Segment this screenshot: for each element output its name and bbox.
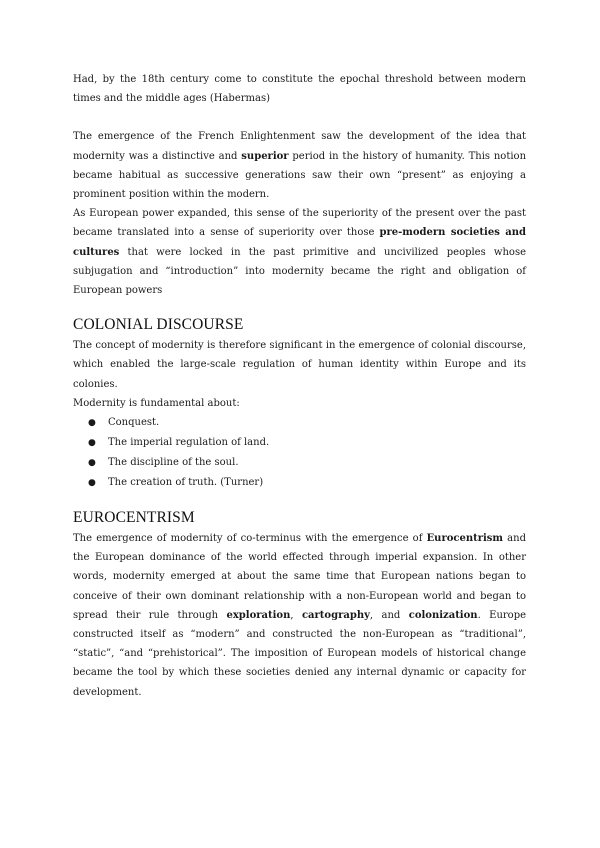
intro-paragraph-3 [73,204,526,300]
colonial-discourse-heading: COLONIAL DISCOURSE [73,316,244,334]
bullet-icon: ● [88,458,96,469]
intro-paragraph-2-text-c: period in the history of humanity. This notion became habitual as successive generations saw their own “present” as enjoying a prominent position within the modern. [73,150,527,201]
list-item [73,433,526,453]
intro-paragraph-2-text-a: The emergence of the French Enlightenment saw the development of the idea that modernity was a distinctive and [73,131,526,162]
pre-modern-bold: pre-modern societies and cultures [73,227,526,258]
intro-paragraph-3-text-c: that were locked in the past primitive and uncivilized peoples whose subjugation and “introduction” into modernity became the right and obligation of European powers [73,246,526,297]
colonization-bold: colonization [408,609,478,621]
modernity-list [73,413,526,493]
bullet-icon: ● [88,418,96,429]
list-item-text: The creation of truth. (Turner) [108,477,264,489]
eurocentrism-text-4: , and [369,609,409,621]
list-item-text: Conquest. [108,417,160,429]
eurocentrism-text-1: The emergence of modernity of co-terminus with the emergence of [73,533,427,545]
eurocentrism-heading: EUROCENTRISM [73,509,195,527]
colonial-paragraph-2: Modernity is fundamental about: [73,397,240,409]
eurocentrism-paragraph [73,529,526,702]
bullet-icon: ● [88,478,96,489]
intro-paragraph-2 [73,127,526,204]
intro-paragraph-1-text: Had, by the 18th century come to constitute the epochal threshold between modern times and the middle ages (Habermas) [73,74,526,105]
intro-paragraph-1 [73,70,526,108]
exploration-bold: exploration [226,609,291,621]
list-item [73,473,526,493]
intro-paragraph-3-text-a: As European power expanded, this sense of the superiority of the present over the past became translated into a sense of superiority over those [73,208,526,239]
eurocentrism-text-3: , [290,609,302,621]
cartography-bold: cartography [301,609,370,621]
eurocentrism-text-2: and the European dominance of the world effected through imperial expansion. In other words, modernity emerged at about the same time that European nations began to conceive of their own dominant relationship with a non-European world and began to spread their rule through [73,533,526,621]
colonial-paragraph-1: The concept of modernity is therefore significant in the emergence of colonial discourse, which enabled the large-scale regulation of human identity within Europe and its colonies. [73,340,526,390]
eurocentrism-bold: Eurocentrism [426,533,504,545]
list-item-text: The imperial regulation of land. [108,437,270,449]
superior-bold: superior [241,150,289,162]
eurocentrism-text-5: . Europe constructed itself as “modern” and constructed the non-European as “traditional”, “static”, “and “prehistorical”. The imposition of European models of historical change became the tool by which these societies denied any internal dynamic or capacity for development. [73,609,527,698]
list-item [73,453,526,473]
document-body [73,70,526,702]
bullet-icon: ● [88,438,96,449]
list-item [73,413,526,433]
list-item-text: The discipline of the soul. [108,457,239,469]
